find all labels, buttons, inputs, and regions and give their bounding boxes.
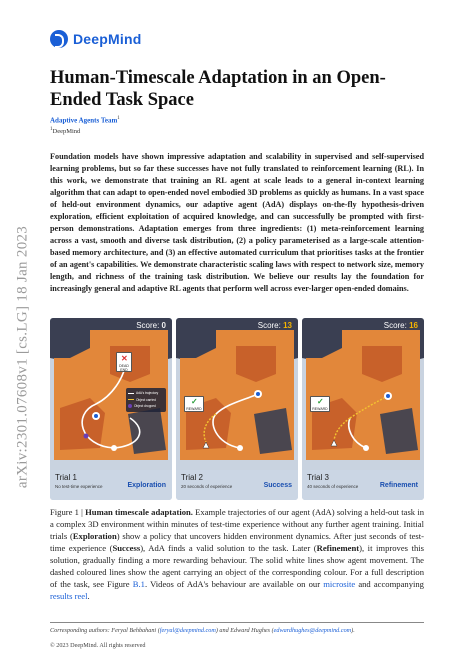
- score-display: [384, 321, 418, 330]
- legend-label: Object carried: [136, 397, 156, 402]
- experience-label: 40 seconds of experience: [307, 484, 359, 489]
- arxiv-side-stamp: [14, 212, 32, 502]
- author-line: [50, 116, 120, 124]
- legend-item-dropped: [128, 403, 164, 410]
- carried-line-icon: [128, 399, 134, 400]
- affiliation: [50, 127, 80, 135]
- figure-reference-link[interactable]: B.1: [132, 579, 145, 589]
- dead-end-label: DEAD END: [119, 364, 129, 372]
- copyright: © 2023 DeepMind. All rights reserved: [50, 642, 146, 649]
- email-link[interactable]: feryal@deepmind.com: [159, 627, 216, 634]
- microsite-link[interactable]: microsite: [323, 579, 356, 589]
- caption-text: ) show a policy that uncovers hidden environment dynamics. After just seconds of test-time experience (: [50, 531, 424, 553]
- affiliation-name: DeepMind: [52, 128, 81, 136]
- figure-panel-trial-2: [176, 318, 298, 500]
- logo-text: DeepMind: [73, 31, 142, 47]
- corresponding-authors: [50, 627, 355, 634]
- corr-text: ) and Edward Hughes (: [215, 627, 274, 634]
- scene-refinement: [302, 318, 424, 470]
- corr-text: Corresponding authors: Feryal Behbahani (: [50, 627, 160, 634]
- email-link[interactable]: edwardhughes@deepmind.com: [273, 627, 352, 634]
- reward-label: REWARD: [186, 407, 202, 411]
- author-link[interactable]: Adaptive Agents Team: [50, 116, 118, 125]
- legend-label: Object dropped: [134, 404, 156, 408]
- dropped-dot-icon: [128, 404, 132, 408]
- panel-footer: [176, 470, 298, 500]
- dead-end-marker: [116, 352, 132, 372]
- scene-success: [176, 318, 298, 470]
- figure-legend: [126, 388, 166, 412]
- author-superscript: 1: [117, 116, 120, 121]
- caption-emphasis: Exploration: [72, 531, 117, 541]
- score-label: Score:: [383, 321, 407, 330]
- score-value: 13: [283, 321, 292, 330]
- affiliation-superscript: 1: [50, 127, 53, 132]
- phase-label: Success: [263, 482, 292, 489]
- figure-panel-trial-3: [302, 318, 424, 500]
- caption-emphasis: Success: [112, 543, 141, 553]
- phase-label: Exploration: [127, 482, 166, 489]
- score-display: [258, 321, 292, 330]
- caption-label: Figure 1 |: [50, 507, 86, 517]
- reward-marker: [184, 396, 204, 412]
- trajectory-line-icon: [128, 393, 134, 394]
- results-reel-link[interactable]: results reel: [50, 591, 88, 601]
- score-label: Score:: [257, 321, 281, 330]
- score-display: [136, 321, 166, 330]
- experience-label: No test-time experience: [55, 484, 103, 489]
- abstract: Foundation models have shown impressive adaptation and scalability in supervised and self-supervised learning problems, but so far these successes have not fully translated to reinforcement learning (RL). In this work, we demonstrate that training an RL agent at scale leads to a general in-context learning algorithm that can adapt to open-ended novel embodied 3D problems as quickly as humans. In a vast space of held-out environment dynamics, our adaptive agent (AdA) displays on-the-fly hypothesis-driven exploration, efficient exploitation of acquired knowledge, and can successfully be prompted with first-person demonstrations. Adaptation emerges from three ingredients: (1) meta-reinforcement learning across a vast, smooth and diverse task distribution, (2) a policy parameterised as a large-scale attention-based memory architecture, and (3) an effective automated curriculum that prioritises tasks at the frontier of an agent's capabilities. We demonstrate characteristic scaling laws with respect to network size, memory length, and richness of the training task distribution. We believe our results lay the foundation for increasingly general and adaptive RL agents that perform well across ever-larger open-ended domains.: [50, 152, 424, 293]
- trial-label: Trial 2: [181, 473, 203, 482]
- paper-title: Human-Timescale Adaptation in an Open-Ended Task Space: [50, 68, 386, 110]
- score-value: 16: [409, 321, 418, 330]
- caption-text: ), it improves this solution, gradually finding a more rewarding behaviour. The solid white lines show agent movement. The dashed coloured lines show the agent carrying an object of the corresponding colour. For a full description of the task, see Figure: [50, 543, 424, 589]
- footer-divider: [50, 622, 424, 623]
- phase-label: Refinement: [379, 482, 418, 489]
- reward-label: REWARD: [312, 407, 328, 411]
- arxiv-id: arXiv:2301.07608v1 [cs.LG] 18 Jan 2023: [14, 225, 31, 489]
- panel-footer: [50, 470, 172, 500]
- deepmind-logo: [50, 30, 142, 48]
- checkmark-icon: ✓: [191, 397, 198, 406]
- caption-emphasis: Refinement: [316, 543, 360, 553]
- deepmind-logo-icon: [50, 30, 68, 48]
- score-label: Score:: [136, 321, 160, 330]
- figure-1-panels: [50, 318, 424, 500]
- trial-label: Trial 1: [55, 473, 77, 482]
- trial-label: Trial 3: [307, 473, 329, 482]
- experience-label: 20 seconds of experience: [181, 484, 233, 489]
- figure-caption: [50, 506, 424, 602]
- reward-marker: [310, 396, 330, 412]
- caption-title: Human timescale adaptation.: [85, 507, 193, 517]
- checkmark-icon: ✓: [317, 397, 324, 406]
- figure-panel-trial-1: [50, 318, 172, 500]
- corr-text: ).: [351, 627, 355, 634]
- legend-label: AdA's trajectory: [136, 391, 159, 395]
- caption-text: Example trajectories of our agent (AdA) solving a held-out task in a complex 3D environment within minutes of test-time experience without any further agent training. Initial trials (: [50, 507, 425, 541]
- score-value: 0: [161, 321, 166, 330]
- panel-footer: [302, 470, 424, 500]
- caption-text: . Videos of AdA's behaviour are available on our: [144, 579, 324, 589]
- caption-text: and accompanying: [355, 579, 424, 589]
- caption-text: .: [87, 591, 90, 601]
- caption-text: ), AdA finds a valid solution to the task. Later (: [140, 543, 317, 553]
- cross-icon: ✕: [121, 354, 128, 363]
